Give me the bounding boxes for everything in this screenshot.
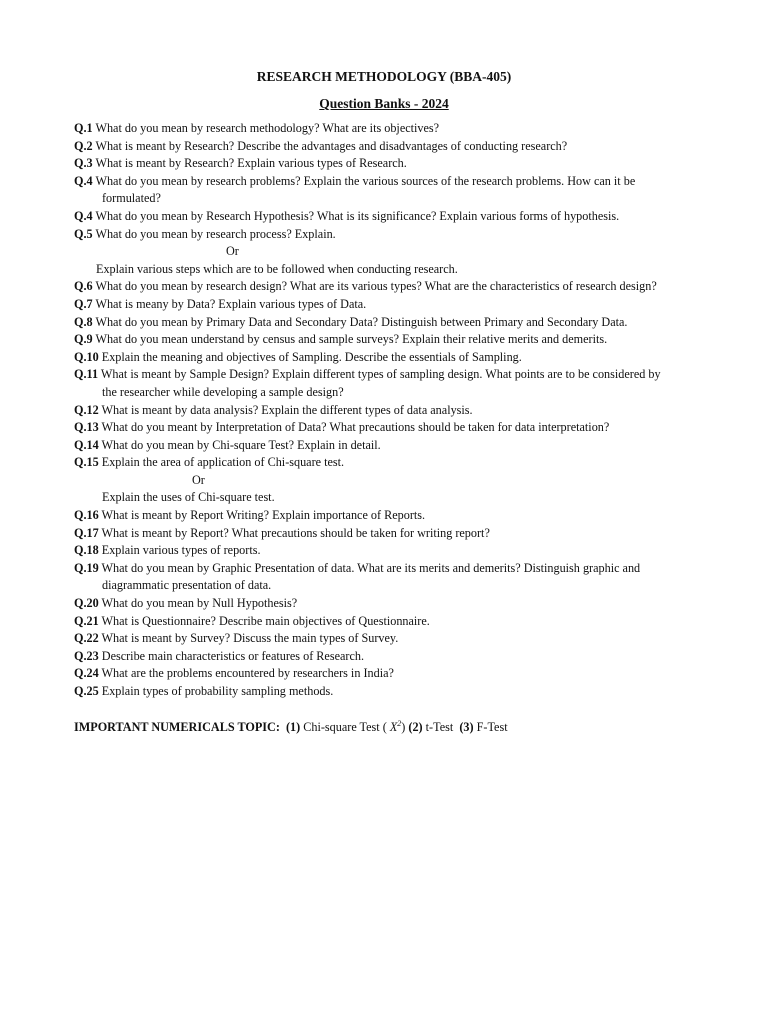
question-number: Q.12 <box>74 402 99 417</box>
topic-2-number: (2) <box>408 720 423 734</box>
question-number: Q.4 <box>74 208 93 223</box>
question-item <box>74 683 714 701</box>
question-text: What is Questionnaire? Describe main objectives of Questionnaire. <box>101 613 430 628</box>
question-continuation: the researcher while developing a sample design? <box>102 384 344 399</box>
question-number: Q.7 <box>74 296 93 311</box>
question-text: What do you mean by research process? Explain. <box>95 226 336 241</box>
question-text: Describe main characteristics or features of Research. <box>101 648 365 663</box>
alternate-question-text: Explain various steps which are to be followed when conducting research. <box>96 261 458 276</box>
topic-1-text: Chi-square Test ( <box>303 720 387 734</box>
question-text: What is meant by Research? Explain various types of Research. <box>95 156 407 171</box>
question-text: What do you mean by Research Hypothesis? What is its significance? Explain various forms of hypothesis. <box>95 208 620 223</box>
question-number: Q.6 <box>74 279 93 294</box>
question-text: What is meant by Report Writing? Explain importance of Reports. <box>101 508 426 523</box>
question-text: Explain the area of application of Chi-square test. <box>101 455 345 470</box>
question-number: Q.4 <box>74 173 93 188</box>
question-item <box>74 542 714 560</box>
question-text: What do you mean by Chi-square Test? Explain in detail. <box>101 437 381 452</box>
question-number: Q.17 <box>74 525 99 540</box>
question-text: What is meant by Survey? Discuss the main types of Survey. <box>101 631 399 646</box>
question-text: What is meant by Research? Describe the advantages and disadvantages of conducting research? <box>95 138 568 153</box>
question-number: Q.2 <box>74 138 93 153</box>
question-number: Q.1 <box>74 121 93 135</box>
question-number: Q.22 <box>74 631 99 646</box>
question-item <box>74 173 714 208</box>
question-number: Q.23 <box>74 648 99 663</box>
question-item <box>74 208 714 226</box>
question-item <box>74 525 714 543</box>
question-item <box>74 226 714 279</box>
question-list <box>74 120 714 701</box>
question-number: Q.13 <box>74 420 99 435</box>
question-item <box>74 314 714 332</box>
question-text: What do you mean understand by census and sample surveys? Explain their relative merits and demerits. <box>95 332 608 347</box>
important-label: IMPORTANT NUMERICALS TOPIC: <box>74 720 280 734</box>
question-number: Q.10 <box>74 349 99 364</box>
question-text: What do you mean by research design? What are its various types? What are the characteristics of research design? <box>95 279 657 294</box>
question-number: Q.9 <box>74 332 93 347</box>
question-item <box>74 349 714 367</box>
question-item <box>74 402 714 420</box>
question-item <box>74 648 714 666</box>
question-number: Q.21 <box>74 613 99 628</box>
topic-1-number: (1) <box>285 720 301 734</box>
or-separator: Or <box>192 472 205 487</box>
question-text: What do you mean by Primary Data and Secondary Data? Distinguish between Primary and Secondary Data. <box>95 314 628 329</box>
question-text: What do you mean by research problems? Explain the various sources of the research problems. How can it be <box>95 173 636 188</box>
topic-2-text: t-Test <box>425 720 454 734</box>
question-item <box>74 155 714 173</box>
question-number: Q.25 <box>74 684 99 698</box>
topic-1-close: ) <box>401 720 406 734</box>
question-text: Explain types of probability sampling methods. <box>101 684 334 698</box>
alternate-question-text: Explain the uses of Chi-square test. <box>102 490 275 505</box>
question-number: Q.19 <box>74 560 99 575</box>
question-text: Explain the meaning and objectives of Sampling. Describe the essentials of Sampling. <box>101 349 522 364</box>
question-text: What is meany by Data? Explain various types of Data. <box>95 296 367 311</box>
important-numericals <box>74 719 508 737</box>
or-separator: Or <box>226 244 239 259</box>
question-item <box>74 366 714 401</box>
question-number: Q.18 <box>74 543 99 558</box>
question-text: What do you meant by Interpretation of Data? What precautions should be taken for data interpretation? <box>101 420 610 435</box>
question-number: Q.3 <box>74 156 93 171</box>
question-continuation: formulated? <box>102 191 161 206</box>
question-text: What do you mean by research methodology? What are its objectives? <box>95 121 440 135</box>
question-number: Q.20 <box>74 596 99 611</box>
document-subtitle: Question Banks - 2024 <box>319 96 449 111</box>
question-item <box>74 630 714 648</box>
question-number: Q.5 <box>74 226 93 241</box>
question-number: Q.24 <box>74 666 99 681</box>
question-item <box>74 138 714 156</box>
question-item <box>74 560 714 595</box>
question-item <box>74 595 714 613</box>
question-item <box>74 454 714 507</box>
question-item <box>74 278 714 296</box>
question-number: Q.11 <box>74 367 99 382</box>
question-continuation: diagrammatic presentation of data. <box>102 578 272 593</box>
question-item <box>74 419 714 437</box>
question-text: What is meant by Report? What precautions should be taken for writing report? <box>101 525 490 540</box>
question-item <box>74 507 714 525</box>
question-item <box>74 437 714 455</box>
topic-3-number: (3) <box>459 720 474 734</box>
question-number: Q.15 <box>74 455 99 470</box>
question-number: Q.8 <box>74 314 93 329</box>
question-item <box>74 331 714 349</box>
question-item <box>74 665 714 683</box>
question-number: Q.14 <box>74 437 99 452</box>
question-item <box>74 296 714 314</box>
question-number: Q.16 <box>74 508 99 523</box>
question-item <box>74 120 714 138</box>
question-text: What do you mean by Null Hypothesis? <box>101 596 298 611</box>
question-text: What is meant by Sample Design? Explain different types of sampling design. What points are to be considered by <box>100 367 661 382</box>
document-title: RESEARCH METHODOLOGY (BBA-405) <box>256 69 512 84</box>
topic-3-text: F-Test <box>476 720 508 734</box>
question-item <box>74 613 714 631</box>
question-text: What are the problems encountered by researchers in India? <box>101 666 394 681</box>
question-text: Explain various types of reports. <box>101 543 261 558</box>
question-text: What is meant by data analysis? Explain the different types of data analysis. <box>101 402 473 417</box>
topic-1-symbol: $X^2$ <box>389 718 402 734</box>
question-text: What do you mean by Graphic Presentation of data. What are its merits and demerits? Distinguish graphic and <box>101 560 641 575</box>
